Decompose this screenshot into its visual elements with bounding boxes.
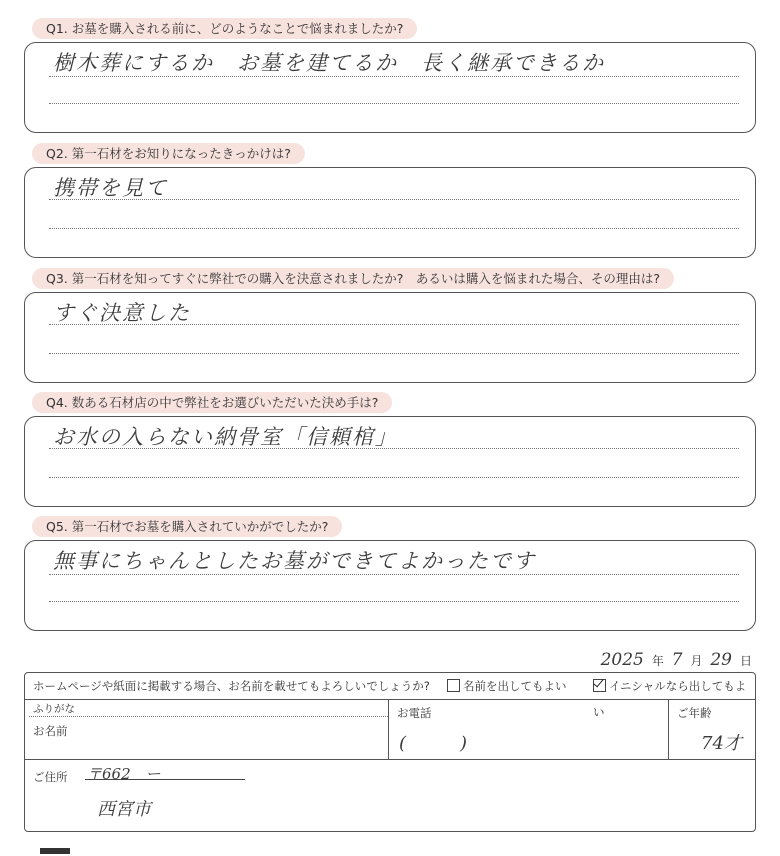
answer-box-3 [24, 292, 756, 383]
checkbox-name[interactable] [447, 679, 460, 692]
consent-question: ホームページや紙面に掲載する場合、お名前を載せてもよろしいでしょうか? [33, 679, 430, 693]
question-block-5 [24, 516, 756, 634]
question-block-1 [24, 18, 756, 136]
date-month-unit: 月 [690, 654, 703, 668]
address-cell [25, 759, 755, 831]
answer-box-1 [24, 42, 756, 133]
name-cell [25, 699, 388, 759]
question-label-3: Q3. 第一石材を知ってすぐに弊社での購入を決意されましたか? あるいは購入を悩まれた場合、その理由は? [32, 268, 674, 289]
date-day: 29 [710, 650, 732, 670]
answer-text-3: すぐ決意した [53, 301, 191, 325]
question-label-4: Q4. 数ある石材店の中で弊社をお選びいただいた決め手は? [32, 392, 392, 413]
question-label-1: Q1. お墓を購入される前に、どのようなことで悩まれましたか? [32, 18, 417, 39]
consent-option-name[interactable]: 名前を出してもよい [447, 673, 567, 699]
phone-cell [388, 699, 669, 759]
consent-option-initial[interactable]: イニシャルなら出してもよい [593, 679, 747, 719]
answer-box-2 [24, 167, 756, 258]
postal-value: 〒662 ー [87, 765, 161, 783]
furigana-label: ふりがな [33, 703, 75, 715]
name-phone-age-row [25, 699, 755, 760]
date-day-unit: 日 [739, 654, 752, 668]
date-year: 2025 [600, 650, 644, 670]
question-label-2: Q2. 第一石材をお知りになったきっかけは? [32, 143, 305, 164]
date-line [597, 650, 752, 670]
scan-mark [40, 848, 70, 854]
answer-box-4 [24, 416, 756, 507]
age-label: ご年齢 [677, 706, 712, 720]
question-block-3 [24, 268, 756, 386]
checkbox-initial-checked[interactable] [593, 679, 606, 692]
age-value: 74才 [701, 733, 742, 754]
question-block-4 [24, 392, 756, 510]
answer-text-2: 携帯を見て [53, 176, 168, 200]
date-year-unit: 年 [651, 654, 664, 668]
age-cell [668, 699, 755, 759]
name-label: お名前 [33, 724, 68, 738]
phone-label: お電話 [397, 706, 432, 720]
answer-box-5 [24, 540, 756, 631]
city-value: 西宮市 [97, 799, 151, 820]
personal-info-table [24, 672, 756, 832]
address-label: ご住所 [33, 770, 68, 784]
date-month: 7 [671, 650, 683, 670]
phone-value: ( ) [399, 733, 468, 754]
question-block-2 [24, 143, 756, 261]
question-label-5: Q5. 第一石材でお墓を購入されていかがでしたか? [32, 516, 342, 537]
answer-text-1: 樹木葬にするか お墓を建てるか 長く継承できるか [53, 51, 605, 75]
answer-text-4: お水の入らない納骨室「信頼棺」 [53, 425, 398, 449]
answer-text-5: 無事にちゃんとしたお墓ができてよかったです [53, 549, 536, 573]
